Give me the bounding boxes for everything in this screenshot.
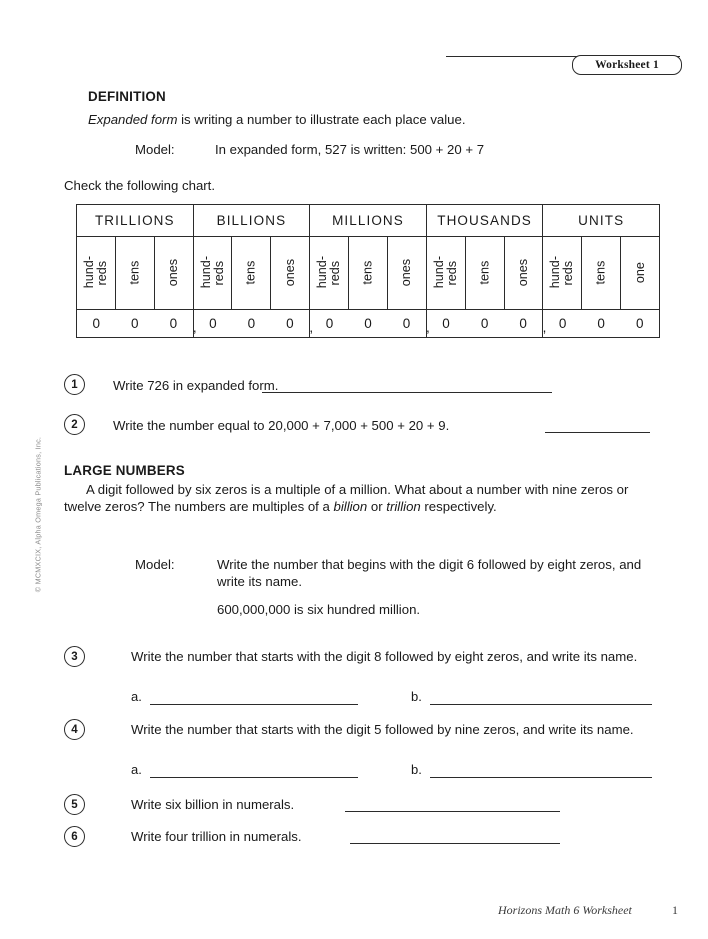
chart-digit-cell: 0 [442, 316, 450, 331]
chart-group-digits [77, 310, 197, 337]
question-text-4: Write the number that starts with the digit 5 followed by nine zeros, and write its name. [131, 722, 634, 737]
chart-column-label-cell [466, 237, 505, 309]
chart-digit-cell: 0 [247, 316, 256, 331]
chart-digit-cell: 0 [480, 316, 489, 331]
definition-model-label: Model: [135, 142, 175, 157]
chart-group-labels [194, 237, 311, 309]
definition-heading: DEFINITION [88, 89, 166, 104]
chart-group-heading: MILLIONS [310, 205, 427, 236]
chart-group-digits [194, 310, 314, 337]
chart-column-label-text: tens [593, 261, 608, 285]
chart-column-label-cell [543, 237, 582, 309]
question-text-1: Write 726 in expanded form. [113, 378, 279, 393]
chart-column-label-cell [77, 237, 116, 309]
chart-group-separator: , [542, 320, 547, 335]
chart-group-heading: THOUSANDS [427, 205, 544, 236]
chart-column-label-text: hund- reds [198, 255, 226, 288]
definition-text [88, 111, 648, 128]
answer-blank-q3b[interactable] [430, 704, 652, 705]
chart-group-heading: TRILLIONS [77, 205, 194, 236]
answer-blank-q5[interactable] [345, 811, 560, 812]
answer-blank-q4b[interactable] [430, 777, 652, 778]
question-4-sublabel-b: b. [411, 762, 422, 777]
answer-blank-q4a[interactable] [150, 777, 358, 778]
chart-column-label-text: one [632, 262, 647, 284]
question-number-4: 4 [64, 719, 85, 740]
answer-blank-q6[interactable] [350, 843, 560, 844]
worksheet-label-text: Worksheet 1 [595, 59, 659, 71]
chart-column-label-text: hund- reds [548, 255, 576, 288]
question-3-sublabel-a: a. [131, 689, 142, 704]
definition-text-rest: is writing a number to illustrate each place value. [177, 112, 466, 127]
large-numbers-term-billion: billion [333, 499, 368, 514]
large-numbers-text-part2: or [367, 499, 387, 514]
question-number-6: 6 [64, 826, 85, 847]
chart-column-label-text: hund- reds [314, 255, 343, 288]
question-text-5: Write six billion in numerals. [131, 797, 295, 812]
question-3-sublabel-b: b. [411, 689, 422, 704]
chart-group-labels [427, 237, 544, 309]
chart-column-label-cell [116, 237, 155, 309]
chart-instruction: Check the following chart. [64, 178, 215, 193]
chart-group-separator: , [426, 320, 430, 335]
question-text-3: Write the number that starts with the digit 8 followed by eight zeros, and write its name. [131, 649, 638, 664]
chart-digit-cell: 0 [131, 316, 139, 331]
question-text-2: Write the number equal to 20,000 + 7,000 + 500 + 20 + 9. [113, 418, 450, 433]
chart-group-digits [427, 310, 547, 337]
chart-digit-cell: 0 [635, 316, 644, 331]
chart-column-label-cell [427, 237, 466, 309]
chart-column-label-text: hund- reds [431, 255, 459, 288]
chart-column-label-cell [232, 237, 271, 309]
chart-column-label-text: ones [282, 259, 297, 287]
chart-group-heading: UNITS [578, 213, 625, 228]
chart-column-label-cell [155, 237, 193, 309]
chart-digit-row [77, 310, 659, 337]
chart-digit-cell: 0 , [402, 316, 430, 335]
answer-blank-q3a[interactable] [150, 704, 358, 705]
chart-group-labels [77, 237, 194, 309]
worksheet-label-pill [572, 55, 682, 75]
answer-blank-q1[interactable] [262, 392, 552, 393]
chart-group-heading: BILLIONS [194, 205, 311, 236]
large-numbers-text [64, 481, 668, 515]
chart-digit-cell: 0 [597, 316, 605, 331]
chart-column-label-cell [388, 237, 426, 309]
chart-column-label-text: tens [476, 261, 491, 285]
chart-column-label-text: ones [166, 259, 181, 287]
chart-column-label-cell [582, 237, 621, 309]
chart-group-digits [310, 310, 430, 337]
chart-column-label-cell [271, 237, 309, 309]
chart-column-label-text: tens [360, 261, 375, 285]
large-numbers-model-text: Write the number that begins with the digit 6 followed by eight zeros, and write its name. [217, 557, 642, 589]
chart-group-separator: , [192, 320, 197, 335]
question-4-sublabel-a: a. [131, 762, 142, 777]
question-text-6: Write four trillion in numerals. [131, 829, 302, 844]
chart-column-label-cell [194, 237, 233, 309]
large-numbers-text-part1: A digit followed by six zeros is a multiple of a million. What about a number with nine zeros or twelve zeros? The numbers are multiples of a [64, 482, 629, 514]
question-number-3: 3 [64, 646, 85, 667]
large-numbers-heading: LARGE NUMBERS [64, 463, 185, 478]
chart-digit-cell: 0 [364, 316, 372, 331]
large-numbers-model-label: Model: [135, 557, 175, 572]
chart-group-labels [310, 237, 427, 309]
chart-digit-cell: 0 , [286, 316, 314, 335]
chart-column-label-cell [505, 237, 543, 309]
chart-column-label-text: ones [515, 259, 530, 287]
large-numbers-text-part3: respectively. [420, 499, 497, 514]
chart-digit-cell: 0 [558, 316, 567, 331]
chart-group-digits [543, 310, 659, 337]
chart-column-label-row [77, 236, 659, 310]
footer-page-number: 1 [672, 903, 678, 917]
chart-digit-cell: 0 , [519, 316, 547, 335]
footer-title: Horizons Math 6 Worksheet [498, 903, 632, 917]
chart-group-separator: , [309, 320, 314, 335]
chart-column-label-cell [621, 237, 659, 309]
chart-column-label-text: hund- reds [81, 255, 109, 288]
chart-group-labels [543, 237, 659, 309]
chart-column-label-text: tens [127, 261, 142, 285]
large-numbers-term-trillion: trillion [386, 499, 421, 514]
chart-group-heading-row [77, 205, 659, 236]
question-number-1: 1 [64, 374, 85, 395]
large-numbers-model-example: 600,000,000 is six hundred million. [217, 602, 421, 617]
chart-digit-cell: 0 [209, 316, 217, 331]
definition-model-text: In expanded form, 527 is written: 500 + 20 + 7 [215, 142, 485, 157]
chart-digit-cell: 0 [325, 316, 334, 331]
chart-column-label-text: ones [399, 259, 414, 287]
chart-column-label-cell [349, 237, 388, 309]
question-number-5: 5 [64, 794, 85, 815]
answer-blank-q2[interactable] [545, 432, 650, 433]
chart-column-label-cell [310, 237, 349, 309]
chart-column-label-text: tens [243, 261, 258, 285]
copyright-notice: © MCMXCIX, Alpha Omega Publications, Inc. [33, 436, 43, 593]
question-number-2: 2 [64, 414, 85, 435]
chart-digit-cell: 0 , [169, 316, 197, 335]
place-value-chart [76, 204, 660, 338]
chart-digit-cell: 0 [92, 316, 101, 331]
definition-term: Expanded form [88, 112, 178, 127]
